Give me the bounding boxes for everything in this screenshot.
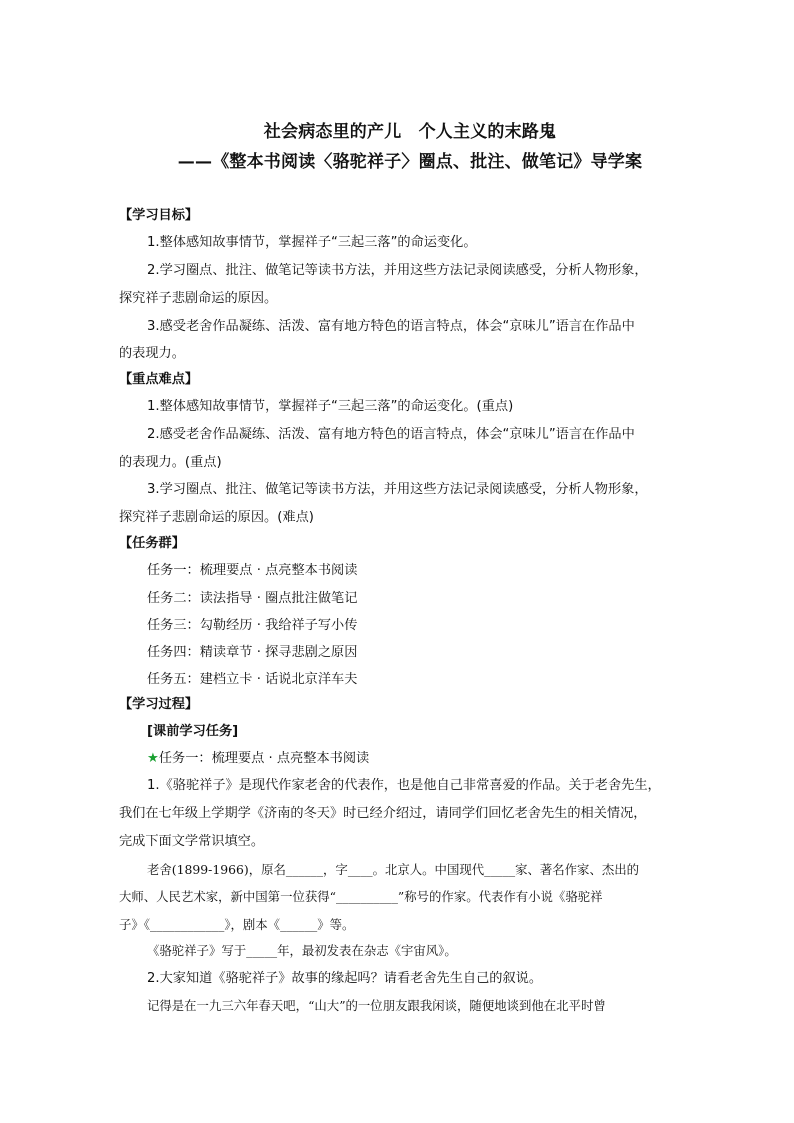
quote-line: 记得是在一九三六年春天吧，“山大”的一位朋友跟我闲谈，随便地谈到他在北平时曾 bbox=[147, 998, 606, 1013]
task-one-line bbox=[147, 750, 369, 768]
task-item: 任务二：读法指导 · 圈点批注做笔记 bbox=[147, 591, 358, 606]
key-point-item-cont: 探究祥子悲剧命运的原因。(难点) bbox=[119, 510, 314, 525]
question-line: 1.《骆驼祥子》是现代作家老舍的代表作，也是他自己非常喜爱的作品。关于老舍先生， bbox=[147, 778, 661, 793]
process-heading: 【学习过程】 bbox=[119, 697, 199, 712]
fill-blank-line: 子》《____________》，剧本《______》等。 bbox=[119, 917, 355, 932]
key-point-item-cont: 的表现力。(重点) bbox=[119, 455, 222, 470]
tasks-heading: 【任务群】 bbox=[119, 536, 185, 551]
task-item: 任务一：梳理要点 · 点亮整本书阅读 bbox=[147, 563, 358, 578]
key-point-item: 2.感受老舍作品凝练、活泼、富有地方特色的语言特点，体会“京味儿”语言在作品中 bbox=[147, 427, 635, 442]
key-point-item: 3.学习圈点、批注、做笔记等读书方法，并用这些方法记录阅读感受，分析人物形象， bbox=[147, 482, 648, 497]
objective-item: 1.整体感知故事情节，掌握祥子“三起三落”的命运变化。 bbox=[147, 235, 477, 250]
objective-item: 3.感受老舍作品凝练、活泼、富有地方特色的语言特点，体会“京味儿”语言在作品中 bbox=[147, 319, 635, 334]
key-points-heading: 【重点难点】 bbox=[119, 372, 199, 387]
page-title: 社会病态里的产儿 个人主义的末路鬼 bbox=[263, 122, 557, 142]
objective-item-cont: 的表现力。 bbox=[119, 346, 185, 361]
star-icon: ★ bbox=[147, 751, 159, 766]
objective-item: 2.学习圈点、批注、做笔记等读书方法，并用这些方法记录阅读感受，分析人物形象， bbox=[147, 263, 648, 278]
question-line: 我们在七年级上学期学《济南的冬天》时已经介绍过，请同学们回忆老舍先生的相关情况， bbox=[119, 806, 647, 821]
pre-class-heading: [课前学习任务] bbox=[147, 724, 239, 739]
task-one-label: 任务一：梳理要点 · 点亮整本书阅读 bbox=[158, 751, 370, 766]
objective-item-cont: 探究祥子悲剧命运的原因。 bbox=[119, 291, 278, 306]
fill-blank-line: 《骆驼祥子》写于_____年，最初发表在杂志《宇宙风》。 bbox=[147, 943, 457, 958]
fill-blank-line: 老舍(1899-1966)，原名______，字____。北京人。中国现代_____家、著名作家、杰出的 bbox=[147, 862, 640, 877]
task-item: 任务四：精读章节 · 探寻悲剧之原因 bbox=[147, 645, 358, 660]
fill-blank-line: 大师、人民艺术家，新中国第一位获得“__________”称号的作家。代表作有小说《骆驼祥 bbox=[119, 889, 603, 904]
question-line: 完成下面文学常识填空。 bbox=[119, 834, 265, 849]
question-line: 2.大家知道《骆驼祥子》故事的缘起吗？请看老舍先生自己的叙说。 bbox=[147, 971, 543, 986]
key-point-item: 1.整体感知故事情节，掌握祥子“三起三落”的命运变化。(重点) bbox=[147, 399, 514, 414]
page-subtitle: ——《整本书阅读〈骆驼祥子〉圈点、批注、做笔记》导学案 bbox=[177, 152, 643, 172]
objectives-heading: 【学习目标】 bbox=[119, 208, 199, 223]
task-item: 任务三：勾勒经历 · 我给祥子写小传 bbox=[147, 618, 358, 633]
task-item: 任务五：建档立卡 · 话说北京洋车夫 bbox=[147, 672, 358, 687]
